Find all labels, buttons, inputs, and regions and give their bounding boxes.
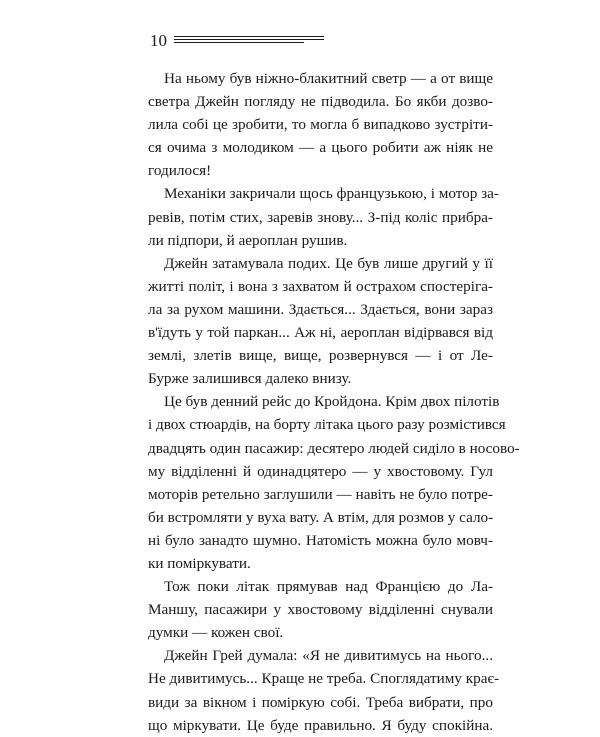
page-number: 10 <box>150 31 167 50</box>
text-line: би встромляти у вуха вату. А втім, для розмов у сало- <box>148 508 494 526</box>
body-text <box>148 67 520 737</box>
text-line: му відділенні й одинадцятеро — у хвостовому. Гул <box>148 462 493 480</box>
text-line: Джейн затамувала подих. Це був лише другий у її <box>164 254 493 272</box>
paragraph <box>148 252 493 391</box>
text-line: думки — кожен свої. <box>148 624 284 642</box>
paragraph <box>148 182 499 251</box>
text-line: годилося! <box>148 162 212 180</box>
text-line: Це був денний рейс до Кройдона. Крім двох пілотів <box>164 393 500 411</box>
text-line: види за вікном і поміркую собі. Треба вибрати, про <box>148 693 493 711</box>
text-line: двадцять один пасажир: десятеро людей сиділо в носово- <box>148 439 520 457</box>
text-line: Джейн Грей думала: «Я не дивитимусь на нього... <box>164 647 493 665</box>
text-line: лила собі це зробити, то могла б випадково зустріти- <box>148 116 493 134</box>
text-line: Маншу, пасажири у хвостовому відділенні снували <box>148 601 493 619</box>
text-line: ла за рухом машини. Здається... Здається, вони зараз <box>148 300 493 318</box>
paragraph <box>148 644 500 736</box>
text-line: Не дивитимусь... Краще не треба. Споглядатиму крає- <box>148 670 500 688</box>
header-rule <box>174 36 324 46</box>
text-line: светра Джейн погляду не підводила. Бо якби дозво- <box>148 93 493 111</box>
text-line: землі, злетів вище, вище, розвернувся — і от Ле- <box>148 347 493 365</box>
text-line: ні було занадто шумно. Натомість можна було мовч- <box>148 531 493 549</box>
page-header <box>150 32 330 52</box>
text-line: Бурже залишився далеко внизу. <box>148 370 352 388</box>
text-line: ся очима з молодиком — а цього робити аж ніяк не <box>148 139 493 157</box>
text-line: і двох стюардів, на борту літака цього разу розмістився <box>148 416 506 434</box>
text-line: На ньому був ніжно-блакитний светр — а от вище <box>164 70 493 87</box>
text-line: Механіки закричали щось французькою, і мотор за- <box>164 185 499 203</box>
text-line: моторів ретельно заглушили — навіть не було потре- <box>148 485 493 503</box>
text-line: житті політ, і вона з захватом й острахом спостеріга- <box>148 277 493 295</box>
text-line: ревів, потім стих, заревів знову... З-під коліс прибра- <box>148 208 493 226</box>
paragraph <box>148 575 493 644</box>
text-line: ли підпори, й аероплан рушив. <box>148 231 348 249</box>
text-line: в'їдуть у той паркан... Аж ні, аероплан відірвався від <box>148 324 493 342</box>
paragraph <box>148 390 520 575</box>
paragraph <box>148 67 493 182</box>
text-line: Тож поки літак прямував над Францією до Ла- <box>164 578 493 596</box>
text-line: ки поміркувати. <box>148 554 251 572</box>
text-line: що міркувати. Це буде правильно. Я буду спокійна. <box>148 716 493 734</box>
